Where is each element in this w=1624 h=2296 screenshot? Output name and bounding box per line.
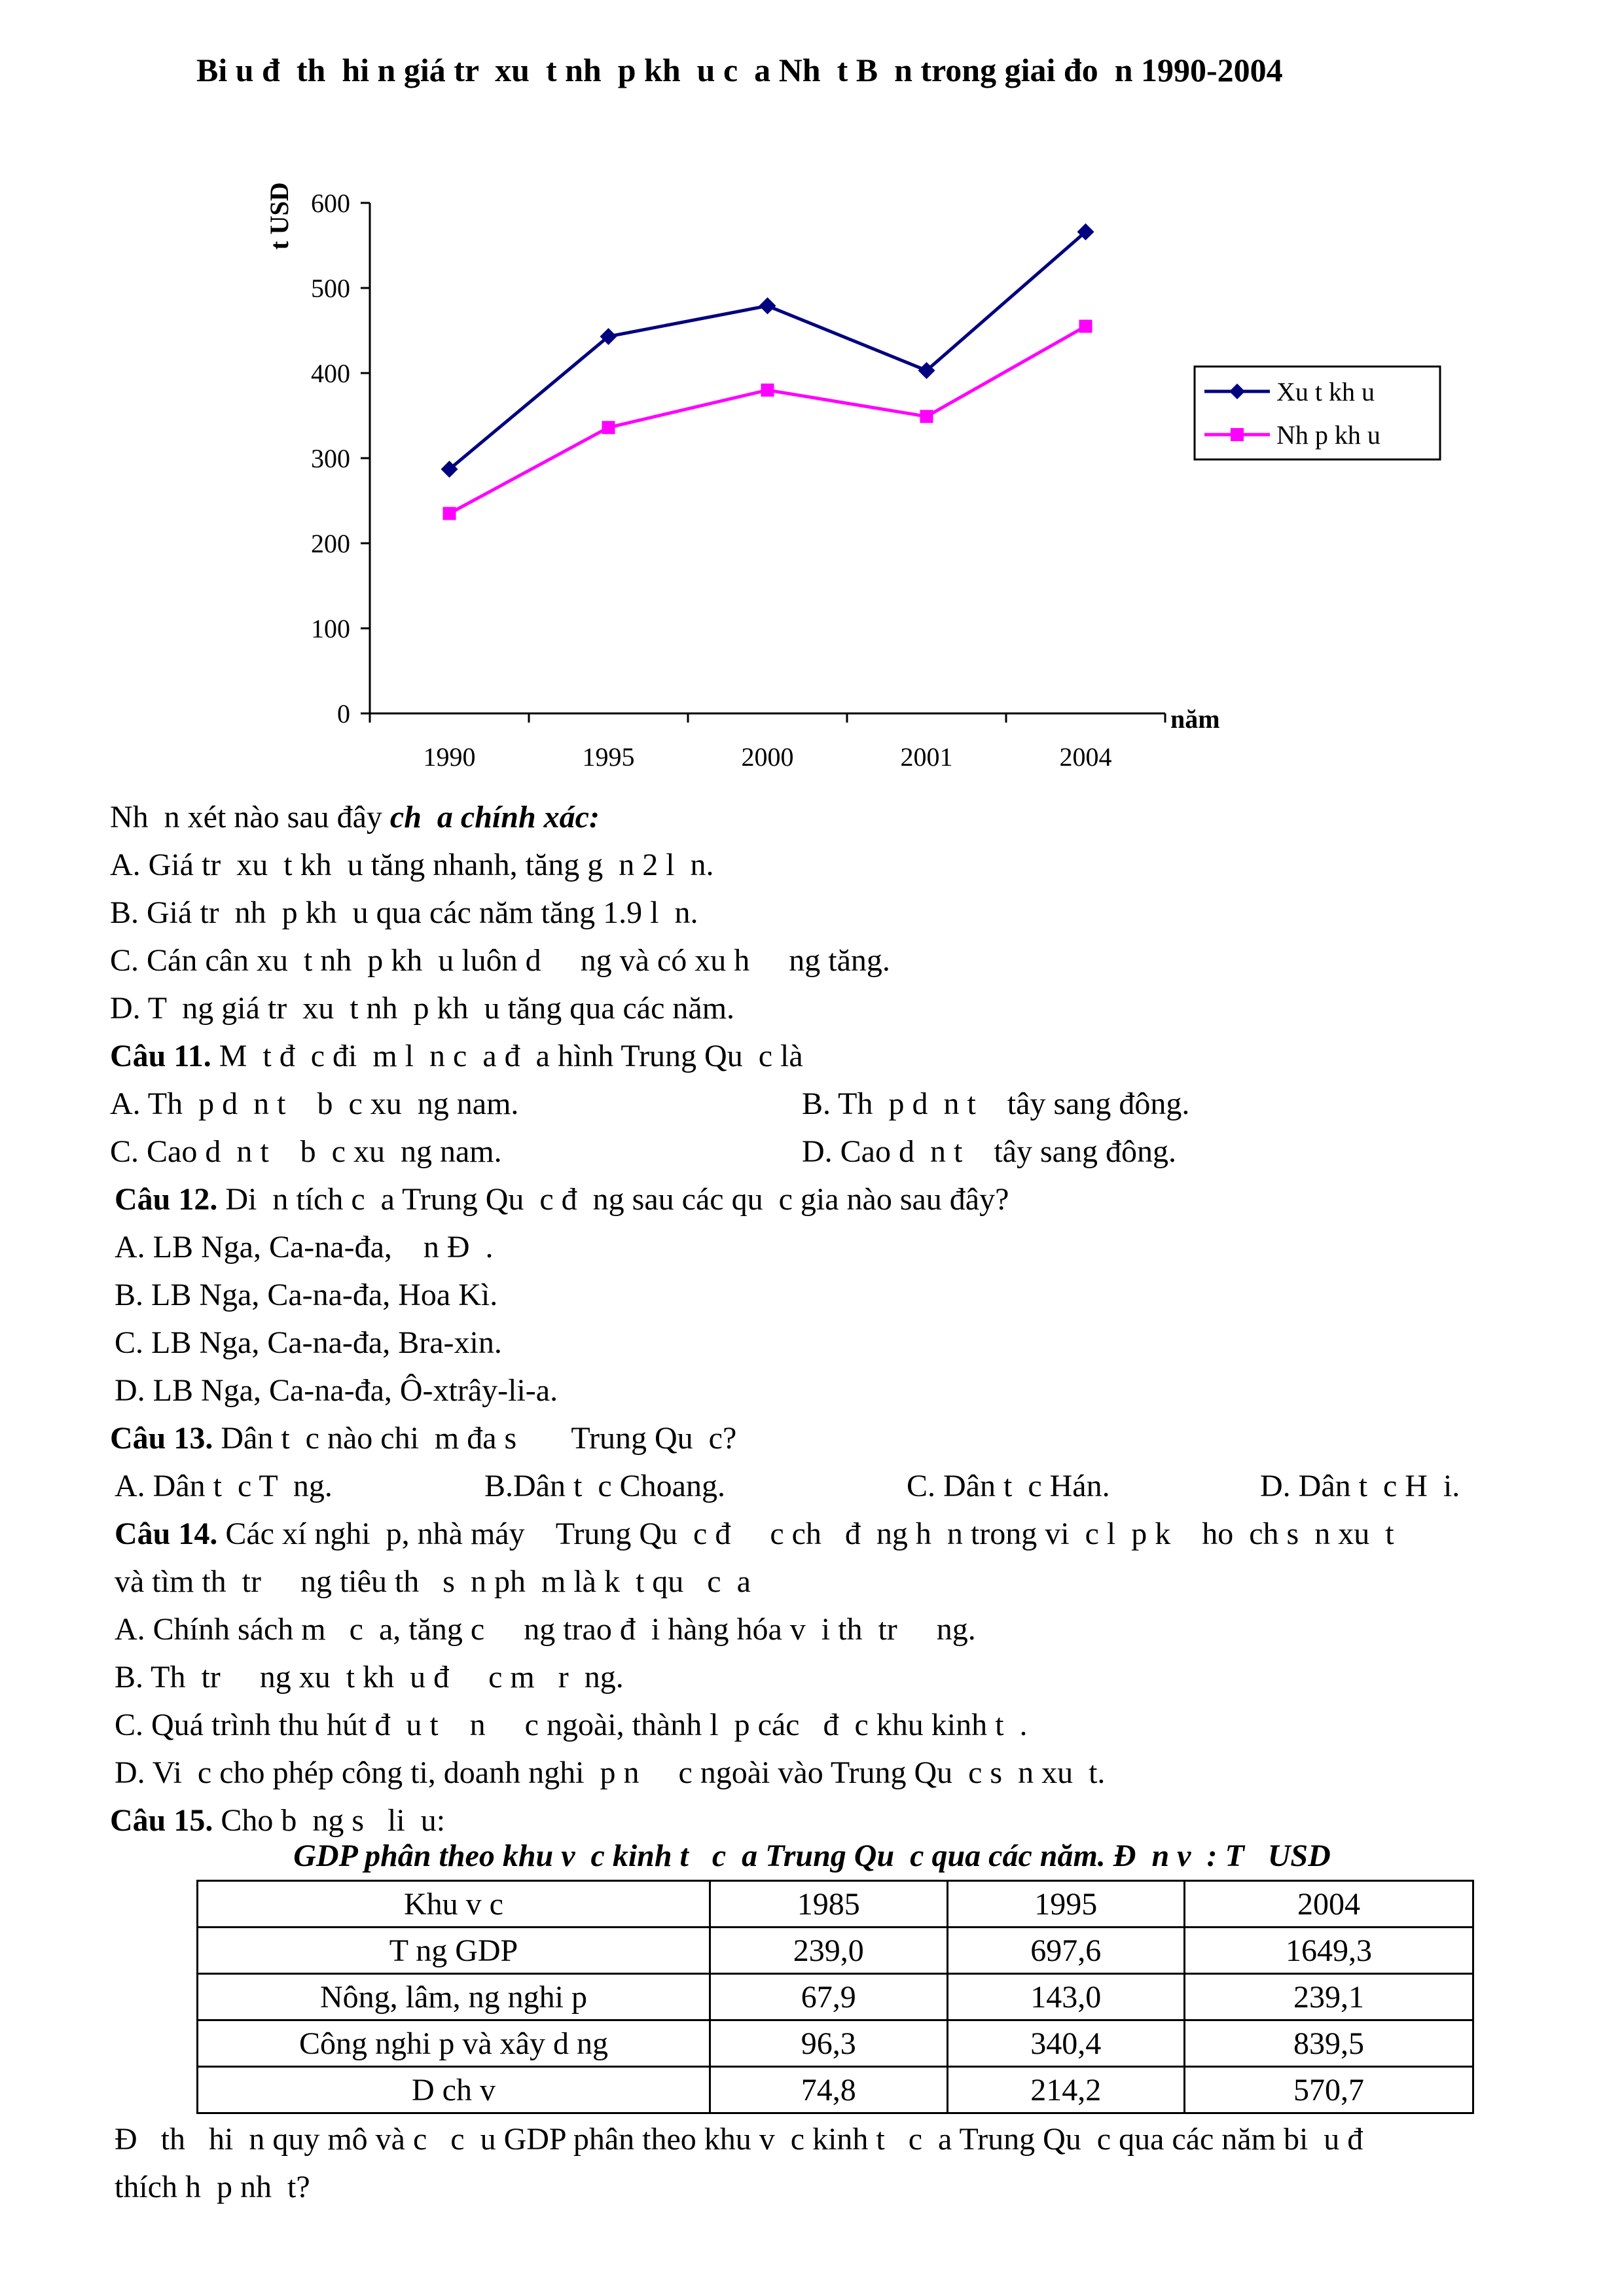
q14-option-c[interactable]: C. Quá trình thu hút đ u t n c ngoài, thành l p các đ c khu kinh t . xyxy=(115,1708,1028,1742)
chart-legend xyxy=(1195,367,1440,459)
q15-prompt: Câu 15. Cho b ng s li u: xyxy=(110,1803,446,1838)
table-cell: Nông, lâm, ng nghi p xyxy=(198,1974,710,2020)
table-header-row xyxy=(198,1881,1473,1928)
q13-option-d[interactable]: D. Dân t c H i. xyxy=(1260,1469,1460,1503)
series-point xyxy=(443,507,456,520)
legend-label: Xu t kh u xyxy=(1276,377,1375,406)
q11-option-a[interactable]: A. Th p d n t b c xu ng nam. xyxy=(110,1086,519,1121)
q14-option-a[interactable]: A. Chính sách m c a, tăng c ng trao đ i hàng hóa v i th tr ng. xyxy=(115,1612,976,1647)
table-header-cell: 1985 xyxy=(710,1881,948,1928)
table-cell: T ng GDP xyxy=(198,1928,710,1974)
q15-question-line1: Đ th hi n quy mô và c c u GDP phân theo khu v c kinh t c a Trung Qu c qua các năm bi u đ xyxy=(115,2122,1379,2157)
q13-option-a[interactable]: A. Dân t c T ng. xyxy=(115,1469,333,1503)
y-tick-label: 200 xyxy=(311,529,350,558)
q14-prompt: Câu 14. Các xí nghi p, nhà máy Trung Qu c đ c ch đ ng h n trong vi c l p k ho ch s n xu t xyxy=(115,1516,1394,1551)
q11-option-c[interactable]: C. Cao d n t b c xu ng nam. xyxy=(110,1134,502,1169)
series-point xyxy=(1079,320,1092,333)
q13-option-b[interactable]: B.Dân t c Choang. xyxy=(484,1469,725,1503)
q14-prompt-cont: và tìm th tr ng tiêu th s n ph m là k t qu c a xyxy=(115,1564,751,1599)
q10-option-b[interactable]: B. Giá tr nh p kh u qua các năm tăng 1.9 l n. xyxy=(110,895,698,930)
y-tick-label: 600 xyxy=(311,188,350,218)
table-cell: 214,2 xyxy=(947,2067,1185,2113)
table-cell: 340,4 xyxy=(947,2020,1185,2067)
table-cell: 74,8 xyxy=(710,2067,948,2113)
y-tick-label: 0 xyxy=(337,699,350,728)
table-cell: 239,1 xyxy=(1185,1974,1473,2020)
q13-prompt: Câu 13. Dân t c nào chi m đa s Trung Qu c? xyxy=(110,1421,737,1456)
gdp-table-title: GDP phân theo khu v c kinh t c a Trung Qu c qua các năm. Đ n v : T USD xyxy=(293,1839,1331,1873)
table-cell: D ch v xyxy=(198,2067,710,2113)
q12-option-c[interactable]: C. LB Nga, Ca-na-đa, Bra-xin. xyxy=(115,1325,502,1360)
q15-question-line2: thích h p nh t? xyxy=(115,2170,310,2204)
q10-option-d[interactable]: D. T ng giá tr xu t nh p kh u tăng qua các năm. xyxy=(110,991,735,1026)
q12-prompt: Câu 12. Di n tích c a Trung Qu c đ ng sau các qu c gia nào sau đây? xyxy=(115,1182,1009,1217)
table-cell: 570,7 xyxy=(1185,2067,1473,2113)
table-cell: 697,6 xyxy=(947,1928,1185,1974)
y-tick-label: 300 xyxy=(311,444,350,473)
table-row xyxy=(198,2020,1473,2067)
table-cell: 239,0 xyxy=(710,1928,948,1974)
chart-title: Bi u đ th hi n giá tr xu t nh p kh u c a Nh t B n trong giai đo n 1990-2004 xyxy=(196,52,1283,88)
table-row xyxy=(198,2067,1473,2113)
series-point xyxy=(761,384,774,397)
series-line-1 xyxy=(450,232,1086,469)
legend-label: Nh p kh u xyxy=(1276,420,1380,450)
table-cell: 1649,3 xyxy=(1185,1928,1473,1974)
q11-option-d[interactable]: D. Cao d n t tây sang đông. xyxy=(802,1134,1176,1169)
series-point xyxy=(920,410,933,423)
q13-option-c[interactable]: C. Dân t c Hán. xyxy=(907,1469,1110,1503)
table-cell: 839,5 xyxy=(1185,2020,1473,2067)
table-cell: 96,3 xyxy=(710,2020,948,2067)
table-header-cell: Khu v c xyxy=(198,1881,710,1928)
gdp-table xyxy=(196,1880,1474,2114)
x-axis-label: năm xyxy=(1170,704,1220,734)
series-point xyxy=(759,297,776,314)
q14-option-d[interactable]: D. Vi c cho phép công ti, doanh nghi p n c ngoài vào Trung Qu c s n xu t. xyxy=(115,1755,1106,1790)
legend-marker xyxy=(1231,428,1244,441)
chart-axes xyxy=(264,182,1220,772)
y-tick-label: 100 xyxy=(311,614,350,643)
q14-option-b[interactable]: B. Th tr ng xu t kh u đ c m r ng. xyxy=(115,1660,624,1695)
x-tick-label: 2004 xyxy=(1059,742,1112,772)
line-chart xyxy=(249,151,1479,779)
q10-option-c[interactable]: C. Cán cân xu t nh p kh u luôn d ng và có xu h ng tăng. xyxy=(110,943,890,978)
x-tick-label: 2001 xyxy=(900,742,953,772)
y-tick-label: 500 xyxy=(311,274,350,303)
q12-option-d[interactable]: D. LB Nga, Ca-na-đa, Ô-xtrây-li-a. xyxy=(115,1373,558,1408)
x-tick-label: 2000 xyxy=(741,742,794,772)
table-cell: 67,9 xyxy=(710,1974,948,2020)
table-cell: 143,0 xyxy=(947,1974,1185,2020)
y-axis-label: t USD xyxy=(264,182,294,250)
y-tick-label: 400 xyxy=(311,359,350,388)
q10-prompt: Nh n xét nào sau đây ch a chính xác: xyxy=(110,800,600,834)
table-cell: Công nghi p và xây d ng xyxy=(198,2020,710,2067)
chart-series xyxy=(441,223,1094,520)
x-tick-label: 1995 xyxy=(582,742,635,772)
table-header-cell: 1995 xyxy=(947,1881,1185,1928)
q10-option-a[interactable]: A. Giá tr xu t kh u tăng nhanh, tăng g n 2 l n. xyxy=(110,848,714,882)
table-header-cell: 2004 xyxy=(1185,1881,1473,1928)
series-point xyxy=(602,421,615,434)
q11-option-b[interactable]: B. Th p d n t tây sang đông. xyxy=(802,1086,1190,1121)
q11-prompt: Câu 11. M t đ c đi m l n c a đ a hình Trung Qu c là xyxy=(110,1039,803,1073)
series-line-2 xyxy=(450,327,1086,514)
q12-option-b[interactable]: B. LB Nga, Ca-na-đa, Hoa Kì. xyxy=(115,1278,498,1312)
table-row xyxy=(198,1928,1473,1974)
table-row xyxy=(198,1974,1473,2020)
x-tick-label: 1990 xyxy=(423,742,476,772)
q12-option-a[interactable]: A. LB Nga, Ca-na-đa, n Đ . xyxy=(115,1230,494,1265)
